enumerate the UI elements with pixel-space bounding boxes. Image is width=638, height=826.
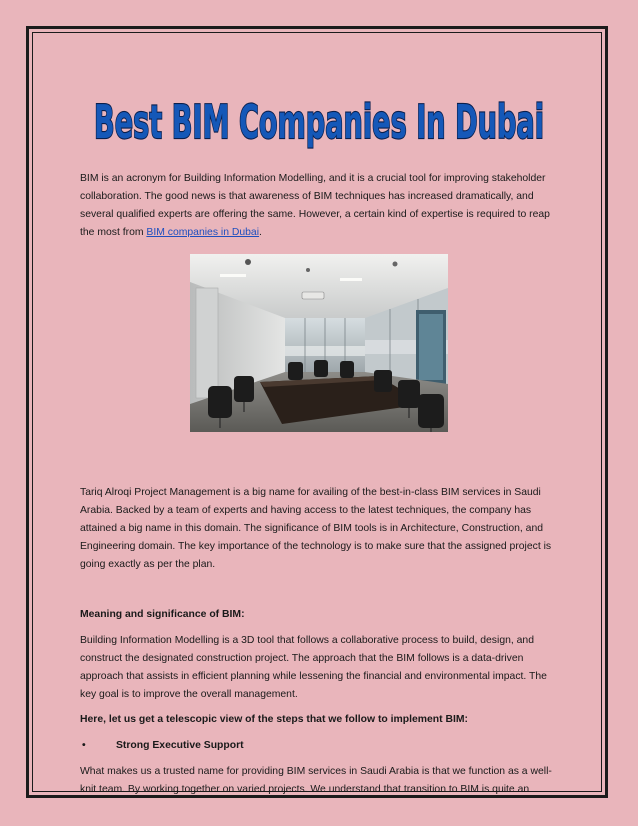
intro-trailing: .: [259, 227, 262, 238]
steps-heading: Here, let us get a telescopic view of the steps that we follow to implement BIM:: [80, 714, 468, 725]
intro-paragraph: [80, 170, 558, 242]
page-title: Best BIM Companies In Dubai: [94, 95, 544, 149]
photo-container: [80, 254, 558, 432]
bullet-text: Strong Executive Support: [116, 740, 244, 751]
meeting-room-photo: [190, 254, 448, 432]
body-paragraph-3: Building Information Modelling is a 3D tool that follows a collaborative process to build, design, and construct the designated construction project. The approach that the BIM follows is a data-driven approach that assists in efficient planning while lessening the financial and environmental impact. The key goal is to improve the overall management.: [80, 635, 547, 700]
title-graphic: [84, 70, 554, 166]
title-banner: [80, 66, 558, 170]
bullet-icon: •: [82, 740, 86, 751]
bullet-list-item: [80, 737, 558, 755]
section-heading-meaning: Meaning and significance of BIM:: [80, 609, 245, 620]
bim-companies-link[interactable]: BIM companies in Dubai: [146, 227, 260, 238]
intro-text: BIM is an acronym for Building Information Modelling, and it is a crucial tool for improving stakeholder collaboration. The good news is that awareness of BIM techniques has increased dramatically, and several qualified experts are offering the same. However, a certain kind of expertise is required to reap the most from: [80, 173, 550, 238]
body-paragraph-2: Tariq Alroqi Project Management is a big name for availing of the best-in-class BIM services in Saudi Arabia. Backed by a team of experts and having access to the latest techniques, the company has attained a big name in this domain. The significance of BIM tools is in Architecture, Construction, and Engineering domain. The key importance of the technology is to make sure that the assigned project is going exactly as per the plan.: [80, 487, 552, 570]
body-paragraph-4: What makes us a trusted name for providing BIM services in Saudi Arabia is that we function as a well-knit team. By working together on varied projects. We understand that transition to BIM is quite an: [80, 766, 552, 795]
document-content: [80, 66, 558, 799]
